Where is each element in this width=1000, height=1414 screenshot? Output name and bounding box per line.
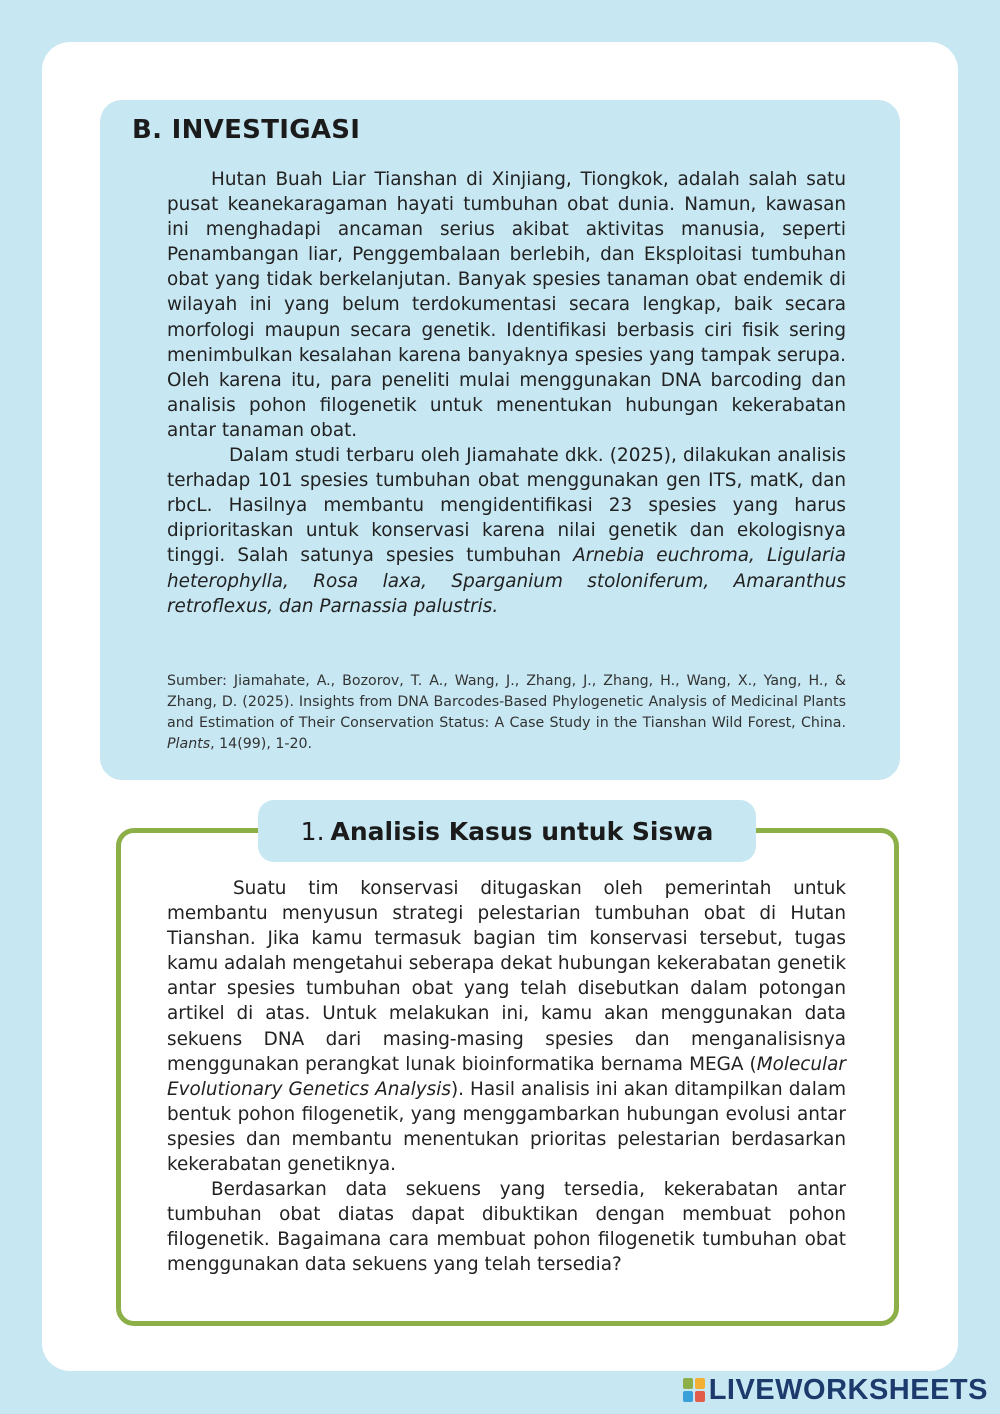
article-paragraph-2 bbox=[167, 443, 846, 619]
article-text bbox=[167, 167, 846, 619]
section-title: B. INVESTIGASI bbox=[132, 115, 361, 145]
liveworksheets-logo-icon bbox=[683, 1378, 705, 1402]
article-paragraph-1: Hutan Buah Liar Tianshan di Xinjiang, Tiongkok, adalah salah satu pusat keanekaragaman hayati tumbuhan obat dunia. Namun, kawasan ini menghadapi ancaman serius akibat aktivitas manusia, seperti Penambangan liar, Penggembalaan berlebih, dan Eksploitasi tumbuhan obat yang tidak berkelanjutan. Banyak spesies tanaman obat endemik di wilayah ini yang belum terdokumentasi secara lengkap, baik secara morfologi maupun secara genetik. Identifikasi berbasis ciri fisik sering menimbulkan kesalahan karena banyaknya spesies yang tampak serupa. Oleh karena itu, para peneliti mulai menggunakan DNA barcoding dan analisis pohon filogenetik untuk menentukan hubungan kekerabatan antar tanaman obat. bbox=[167, 169, 846, 441]
source-journal: Plants bbox=[167, 736, 211, 752]
article-paragraph-2-text: Dalam studi terbaru oleh Jiamahate dkk. (2025), dilakukan analisis terhadap 101 spesies tumbuhan obat menggunakan gen ITS, matK, dan rbcL. Hasilnya membantu mengidentifikasi 23 spesies yang harus diprioritaskan untuk konservasi karena nilai genetik dan ekologisnya tinggi. Salah satunya spesies tumbuhan bbox=[167, 445, 846, 567]
source-citation-text: Sumber: Jiamahate, A., Bozorov, T. A., Wang, J., Zhang, J., Zhang, H., Wang, X., Yang, H., & Zhang, D. (2025). Insights from DNA Barcodes-Based Phylogenetic Analysis of Medicinal Plants and Estimation of Their Conservation Status: A Case Study in the Tianshan Wild Forest, China. bbox=[167, 673, 846, 731]
case-paragraph-1-text: Suatu tim konservasi ditugaskan oleh pemerintah untuk membantu menyusun strategi pelestarian tumbuhan obat di Hutan Tianshan. Jika kamu termasuk bagian tim konservasi tersebut, tugas kamu adalah mengetahui seberapa dekat hubungan kekerabatan genetik antar spesies tumbuhan obat yang telah disebutkan dalam potongan artikel di atas. Untuk melakukan ini, kamu akan menggunakan data sekuens DNA dari masing-masing spesies dan menganalisisnya menggunakan perangkat lunak bioinformatika bernama MEGA ( bbox=[167, 878, 846, 1075]
source-citation-suffix: , 14(99), 1-20. bbox=[210, 736, 313, 752]
case-analysis-header bbox=[258, 800, 756, 862]
case-paragraph-2: Berdasarkan data sekuens yang tersedia, kekerabatan antar tumbuhan obat diatas dapat dibuktikan dengan membuat pohon filogenetik. Bagaimana cara membuat pohon filogenetik tumbuhan obat menggunakan data sekuens yang telah tersedia? bbox=[167, 1179, 846, 1276]
liveworksheets-logo[interactable] bbox=[683, 1372, 988, 1408]
case-paragraph-1-end: ). Hasil analisis ini akan ditampilkan dalam bentuk pohon filogenetik, yang menggambarkan hubungan evolusi antar spesies dan membantu menentukan prioritas pelestarian berdasarkan kekerabatan genetiknya. bbox=[167, 1078, 846, 1176]
species-list: Arnebia euchroma, Ligularia heterophylla, Rosa laxa, Sparganium stoloniferum, Amaranthus retroflexus, dan Parnassia palustris. bbox=[167, 545, 846, 617]
case-title: Analisis Kasus untuk Siswa bbox=[330, 816, 714, 846]
source-citation bbox=[167, 671, 846, 755]
logo-text: LIVEWORKSHEETS bbox=[708, 1373, 988, 1406]
mega-full-name: Molecular Evolutionary Genetics Analysis bbox=[167, 1053, 846, 1100]
case-paragraph-1 bbox=[167, 876, 846, 1177]
case-number: 1. bbox=[300, 816, 325, 846]
case-text bbox=[167, 876, 846, 1278]
